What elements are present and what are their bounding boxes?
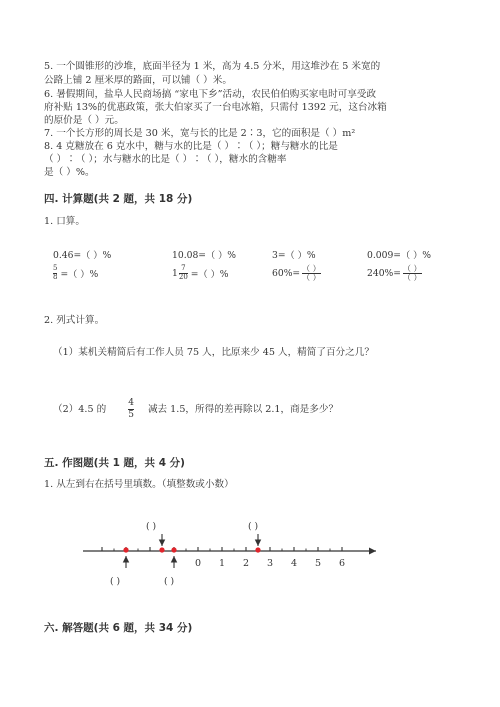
number-line-point <box>123 547 128 552</box>
oral-calc-b4: 240%= $\frac{( )}{( )}$ <box>367 264 422 282</box>
fraction-4-5: $\frac{4}{5}$ <box>128 398 134 420</box>
oral-calc-a2: 10.08=（ ）% <box>172 250 237 261</box>
section-4-title: 四. 计算题(共 2 题，共 18 分) <box>44 193 193 205</box>
question-8-line-1: 8. 4 克糖放在 6 克水中，糖与水的比是（ ）∶（ ）；糖与糖水的比是 <box>44 141 338 152</box>
column-calc-q1: （1）某机关精简后有工作人员 75 人，比原来少 45 人，精简了百分之几？ <box>53 347 374 358</box>
number-line-tick-label: 5 <box>314 558 322 569</box>
question-8-line-3: 是（ ）%。 <box>44 167 95 178</box>
number-line-tick-label: 0 <box>194 558 202 569</box>
oral-calc-a3: 3=（ ）% <box>272 250 316 261</box>
blank-top-1[interactable]: ( ) <box>146 521 157 532</box>
number-line-point <box>255 547 260 552</box>
number-line-instruction: 1. 从左到右在括号里填数。（填整数或小数） <box>44 479 234 490</box>
oral-calc-a1: 0.46=（ ）% <box>53 250 112 261</box>
number-line-point <box>159 547 164 552</box>
blank-bottom-1[interactable]: ( ) <box>110 576 121 587</box>
question-8-line-2: （ ）∶（ ）；水与糖水的比是（ ）∶（ ），糖水的含糖率 <box>44 154 287 165</box>
question-6-line-3: 的原价是（ ）元。 <box>44 115 124 126</box>
question-5-line-2: 公路上铺 2 厘米厚的路面，可以铺（ ）米。 <box>44 75 232 86</box>
number-line-tick-label: 1 <box>218 558 226 569</box>
column-calc-q2: （2）4.5 的 $\frac{4}{5}$ 减去 1.5，所得的差再除以 2.1，商是多少？ <box>53 398 339 420</box>
number-line-tick-label: 2 <box>242 558 250 569</box>
section-6-title: 六. 解答题(共 6 题，共 34 分) <box>44 622 193 634</box>
section-5-title: 五. 作图题(共 1 题，共 4 分) <box>44 457 185 469</box>
fraction-5-8: $\frac{5}{8}$ <box>53 264 58 281</box>
oral-calc-label: 1. 口算。 <box>44 216 85 227</box>
question-6-line-1: 6. 暑假期间，盐阜人民商场搞 “家电下乡”活动，农民伯伯购买家电时可享受政 <box>44 89 377 100</box>
number-line-tick-label: 3 <box>266 558 274 569</box>
number-line-tick-label: 4 <box>290 558 298 569</box>
oral-calc-a4: 0.009=（ ）% <box>367 250 432 261</box>
number-line-point <box>171 547 176 552</box>
oral-calc-b3: 60%= $\frac{( )}{( )}$ <box>272 264 321 282</box>
question-7: 7. 一个长方形的周长是 30 米，宽与长的比是 2∶3，它的面积是（ ）m² <box>44 128 356 139</box>
oral-calc-b2: 1 $\frac{7}{20}$ =（ ）% <box>172 264 229 281</box>
number-line-tick-label: 6 <box>338 558 346 569</box>
blank-bottom-2[interactable]: ( ) <box>164 576 175 587</box>
column-calc-label: 2. 列式计算。 <box>44 315 105 326</box>
blank-top-2[interactable]: ( ) <box>248 521 259 532</box>
mixed-number-1-7-20: 1 $\frac{7}{20}$ <box>172 264 188 281</box>
question-6-line-2: 府补贴 13%的优惠政策，张大伯家买了一台电冰箱，只需付 1392 元，这台冰箱 <box>44 102 387 113</box>
question-5-line-1: 5. 一个圆锥形的沙堆，底面半径为 1 米，高为 4.5 分米，用这堆沙在 5 米宽的 <box>44 61 381 72</box>
oral-calc-b1: $\frac{5}{8}$ =（ ）% <box>53 264 99 281</box>
